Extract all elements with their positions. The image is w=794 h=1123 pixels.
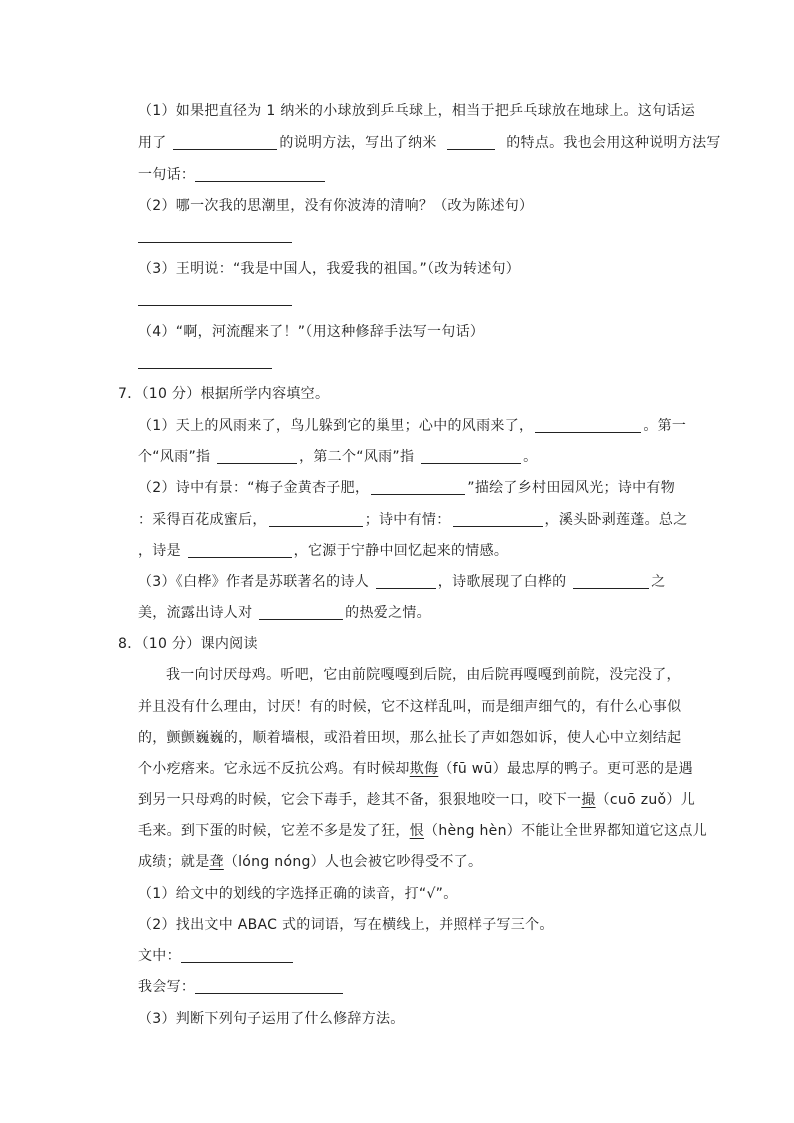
q6-sub1-label: 一句话：	[138, 167, 196, 183]
q8-answer-blank-write[interactable]	[195, 978, 343, 994]
q6-sub4-answer-line[interactable]	[138, 368, 272, 369]
q7-answer-blank-7[interactable]	[188, 542, 292, 558]
q8-passage-line: 的，颤颤巍巍的，顺着墙根，或沿着田坝，那么扯长了声如怨如诉，使人心中立刻结起	[138, 730, 682, 746]
q6-sub1-text: 的说明方法，写出了纳米	[279, 135, 437, 151]
q7-sub1-text: ，第二个“风雨”指	[299, 449, 415, 465]
q8-pinyin-choice[interactable]: （hèng hèn）不能让全世界都知道它这点儿	[424, 823, 707, 839]
q7-answer-blank-6[interactable]	[453, 511, 543, 527]
q6-sub1-line1: （1）如果把直径为 1 纳米的小球放到乒乓球上，相当于把乒乓球放在地球上。这句话运	[138, 103, 696, 119]
q7-sub2-line2	[138, 510, 688, 530]
q7-sub1-text: 。第一	[643, 418, 687, 434]
q8-underlined-word: 聋	[209, 854, 224, 870]
q8-underlined-word: 欺侮	[409, 761, 439, 777]
q7-sub3-text: 美，流露出诗人对	[138, 605, 253, 621]
q8-answer-blank-text[interactable]	[181, 947, 293, 963]
q8-pinyin-choice[interactable]: （fū wū）最忠厚的鸭子。更可恶的是遇	[438, 761, 693, 777]
q7-sub2-line1	[138, 478, 675, 498]
q8-passage-text: 毛来。到下蛋的时候，它差不多是发了狂，	[138, 823, 410, 839]
q6-sub1-text: 用了	[138, 135, 167, 151]
q7-sub2-text: ，诗是	[138, 543, 181, 559]
q8-passage-text: 个小疙瘩来。它永远不反抗公鸡。有时候却	[138, 761, 410, 777]
q8-write-line	[138, 977, 343, 997]
q8-text-line	[138, 946, 293, 966]
q7-sub2-text: ；诗中有情：	[364, 512, 451, 528]
q6-answer-blank-sentence[interactable]	[195, 166, 325, 182]
q8-sub1: （1）给文中的划线的字选择正确的读音，打“√”。	[138, 886, 458, 902]
q8-passage-line	[138, 821, 707, 841]
q7-answer-blank-4[interactable]	[371, 479, 465, 495]
q7-sub3-text: 之	[651, 574, 666, 590]
q8-passage-line: 并且没有什么理由，讨厌！有的时候，它不这样乱叫，而是细声细气的，有什么心事似	[138, 699, 682, 715]
q8-passage-line	[138, 852, 482, 872]
q8-underlined-word: 恨	[409, 823, 425, 839]
q6-sub2: （2）哪一次我的思潮里，没有你波涛的清响？（改为陈述句）	[138, 198, 534, 214]
q7-sub1-line2	[138, 447, 537, 467]
q7-sub3-line1	[138, 572, 666, 592]
q8-heading: 8．（10 分）课内阅读	[118, 636, 258, 652]
q7-sub1-text: （1）天上的风雨来了，鸟儿躲到它的巢里；心中的风雨来了，	[138, 418, 534, 434]
q7-sub3-text: （3）《白桦》作者是苏联著名的诗人	[138, 574, 370, 590]
q7-sub1-text: 个“风雨”指	[138, 449, 211, 465]
q7-answer-blank-5[interactable]	[269, 511, 363, 527]
q8-pinyin-choice[interactable]: （lóng nóng）人也会被它吵得受不了。	[223, 854, 483, 870]
q8-sub2: （2）找出文中 ABAC 式的词语，写在横线上，并照样子写三个。	[138, 917, 554, 933]
q6-sub3-answer-line[interactable]	[138, 305, 292, 306]
q6-sub2-answer-line[interactable]	[138, 242, 292, 243]
q8-sub3: （3）判断下列句子运用了什么修辞方法。	[138, 1011, 405, 1027]
q7-answer-blank-1[interactable]	[535, 417, 641, 433]
q7-sub2-text: ，溪头卧剥莲蓬。总之	[544, 512, 688, 528]
q7-sub2-text: ：采得百花成蜜后，	[138, 512, 267, 528]
q7-sub1-line1	[138, 416, 686, 436]
q8-passage-text: 成绩；就是	[138, 854, 210, 870]
q6-sub1-line2	[138, 133, 721, 153]
q7-sub1-text: 。	[523, 449, 538, 465]
q8-write-label: 我会写：	[138, 979, 196, 995]
q8-pinyin-choice[interactable]: （cuō zuǒ）儿	[595, 792, 695, 808]
q8-passage-line	[138, 790, 695, 810]
q7-sub2-text: ”描绘了乡村田园风光；诗中有物	[467, 480, 676, 496]
q8-passage-line: 我一向讨厌母鸡。听吧，它由前院嘎嘎到后院，由后院再嘎嘎到前院，没完没了，	[166, 667, 681, 683]
q7-sub3-text: 的热爱之情。	[345, 605, 431, 621]
q8-passage-line	[138, 759, 693, 779]
q8-passage-text: 到另一只母鸡的时候，它会下毒手，趁其不备，狠狠地咬一口，咬下一	[138, 792, 582, 808]
q7-answer-blank-2[interactable]	[217, 448, 297, 464]
q8-underlined-word: 撮	[581, 792, 596, 808]
q7-sub2-text: ，它源于宁静中回忆起来的情感。	[293, 543, 509, 559]
q7-answer-blank-8[interactable]	[376, 573, 436, 589]
q6-sub4: （4）“啊，河流醒来了！”（用这种修辞手法写一句话）	[138, 324, 485, 340]
q6-answer-blank-feature[interactable]	[447, 134, 495, 150]
q7-answer-blank-9[interactable]	[573, 573, 649, 589]
q6-sub1-line3	[138, 165, 325, 185]
q7-answer-blank-10[interactable]	[259, 604, 343, 620]
q7-sub2-line3	[138, 541, 508, 561]
q7-sub3-text: ，诗歌展现了白桦的	[437, 574, 567, 590]
q6-sub3: （3）王明说：“我是中国人，我爱我的祖国。”（改为转述句）	[138, 261, 521, 277]
q7-sub3-line2	[138, 603, 431, 623]
q6-sub1-text: 的特点。我也会用这种说明方法写	[506, 135, 721, 151]
q6-answer-blank-method[interactable]	[173, 134, 277, 150]
q7-answer-blank-3[interactable]	[421, 448, 521, 464]
q7-sub2-text: （2）诗中有景：“梅子金黄杏子肥，	[138, 480, 370, 496]
q7-heading: 7．（10 分）根据所学内容填空。	[118, 386, 330, 402]
q8-text-label: 文中：	[138, 948, 181, 964]
